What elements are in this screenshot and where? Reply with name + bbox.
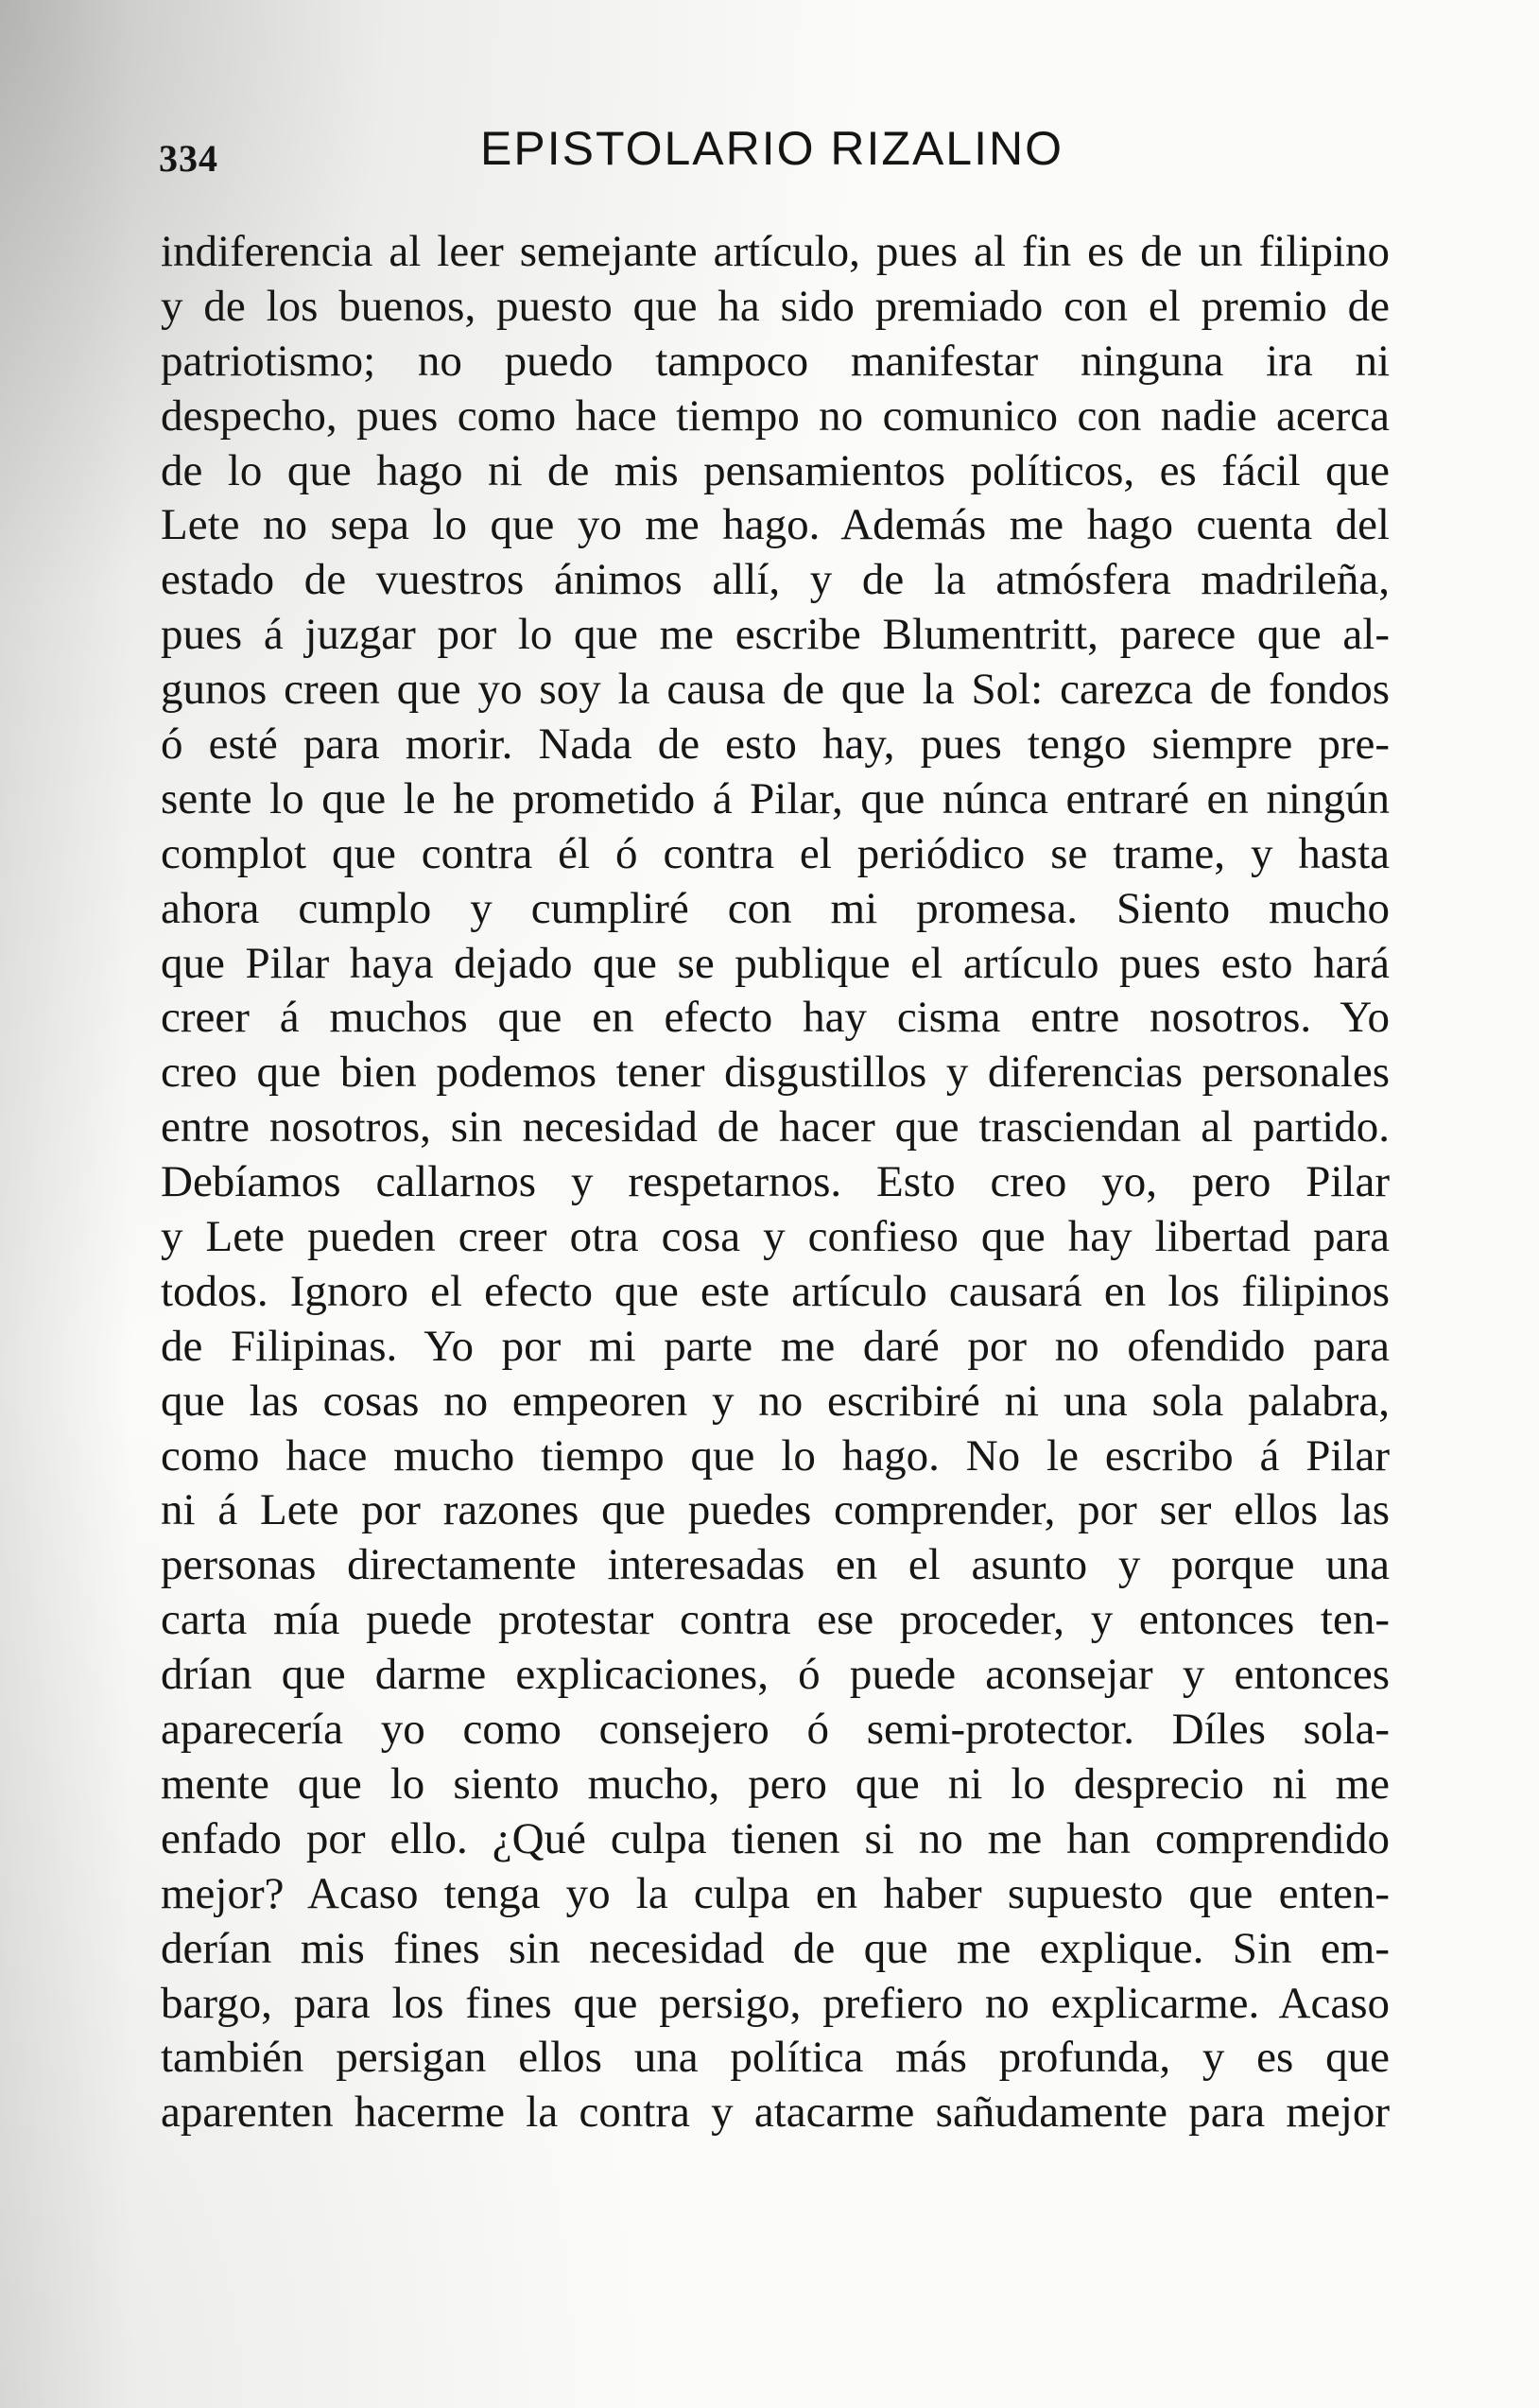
- text-line: personas directamente interesadas en el asunto y porque una: [161, 1540, 1390, 1590]
- text-line: que Pilar haya dejado que se publique el artículo pues esto hará: [161, 938, 1390, 988]
- text-line: drían que darme explicaciones, ó puede aconsejar y entonces: [161, 1650, 1390, 1700]
- text-line: pues á juzgar por lo que me escribe Blumentritt, parece que al-: [161, 610, 1390, 660]
- text-line: despecho, pues como hace tiempo no comunico con nadie acerca: [161, 390, 1390, 441]
- text-line: como hace mucho tiempo que lo hago. No le escribo á Pilar: [161, 1430, 1390, 1481]
- text-line: estado de vuestros ánimos allí, y de la atmósfera madrileña,: [161, 555, 1390, 605]
- running-title: EPISTOLARIO RIZALINO: [480, 122, 1064, 175]
- body-text: [161, 225, 1390, 2140]
- text-line: y de los buenos, puesto que ha sido premiado con el premio de: [161, 281, 1390, 331]
- text-line: bargo, para los fines que persigo, prefiero no explicarme. Acaso: [161, 1978, 1390, 2028]
- text-line: sente lo que le he prometido á Pilar, que núnca entraré en ningún: [161, 773, 1390, 823]
- text-line: y Lete pueden creer otra cosa y confieso que hay libertad para: [161, 1212, 1390, 1262]
- text-line: ni á Lete por razones que puedes comprender, por ser ellos las: [161, 1485, 1390, 1535]
- page-header: [159, 121, 1388, 178]
- text-line: complot que contra él ó contra el periódico se trame, y hasta: [161, 828, 1390, 878]
- text-line: gunos creen que yo soy la causa de que la Sol: carezca de fondos: [161, 665, 1390, 715]
- page-number: 334: [159, 137, 218, 180]
- text-line: de lo que hago ni de mis pensamientos políticos, es fácil que: [161, 445, 1390, 495]
- text-line: enfado por ello. ¿Qué culpa tienen si no me han comprendido: [161, 1813, 1390, 1863]
- text-line: también persigan ellos una política más profunda, y es que: [161, 2033, 1390, 2083]
- text-line: ó esté para morir. Nada de esto hay, pues tengo siempre pre-: [161, 719, 1390, 770]
- text-line: mejor? Acaso tenga yo la culpa en haber supuesto que enten-: [161, 1868, 1390, 1918]
- text-line: todos. Ignoro el efecto que este artículo causará en los filipinos: [161, 1266, 1390, 1316]
- text-line: creer á muchos que en efecto hay cisma entre nosotros. Yo: [161, 993, 1390, 1043]
- text-line: aparecería yo como consejero ó semi-protector. Díles sola-: [161, 1705, 1390, 1755]
- text-line: patriotismo; no puedo tampoco manifestar ninguna ira ni: [161, 336, 1390, 386]
- text-line: ahora cumplo y cumpliré con mi promesa. Siento mucho: [161, 883, 1390, 933]
- text-line: aparenten hacerme la contra y atacarme sañudamente para mejor: [161, 2088, 1390, 2138]
- text-line: entre nosotros, sin necesidad de hacer que trasciendan al partido.: [161, 1102, 1390, 1152]
- text-line: que las cosas no empeoren y no escribiré ni una sola palabra,: [161, 1376, 1390, 1426]
- text-line: indiferencia al leer semejante artículo, pues al fin es de un filipino: [161, 227, 1390, 276]
- text-line: Lete no sepa lo que yo me hago. Además me hago cuenta del: [161, 500, 1390, 550]
- text-line: derían mis fines sin necesidad de que me explique. Sin em-: [161, 1923, 1390, 1973]
- text-line: de Filipinas. Yo por mi parte me daré por no ofendido para: [161, 1321, 1390, 1371]
- text-line: creo que bien podemos tener disgustillos y diferencias personales: [161, 1048, 1390, 1098]
- text-line: carta mía puede protestar contra ese proceder, y entonces ten-: [161, 1595, 1390, 1645]
- text-line: mente que lo siento mucho, pero que ni lo desprecio ni me: [161, 1758, 1390, 1809]
- text-line: Debíamos callarnos y respetarnos. Esto creo yo, pero Pilar: [161, 1157, 1390, 1207]
